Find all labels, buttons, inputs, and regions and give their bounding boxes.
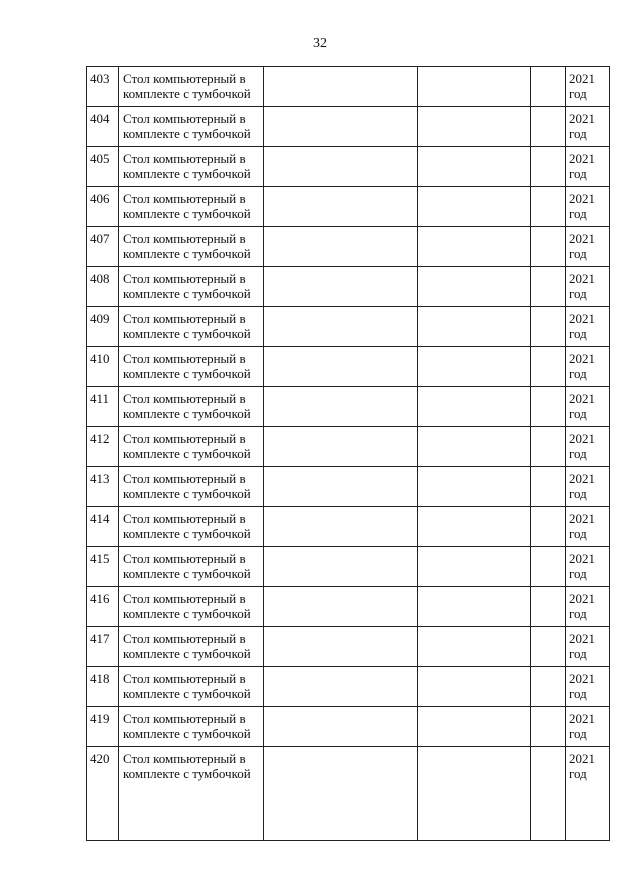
empty-cell: [264, 227, 418, 267]
item-name-line-2: комплекте с тумбочкой: [123, 406, 251, 421]
year-unit: год: [569, 526, 587, 541]
year-cell: [566, 587, 610, 627]
empty-cell: [531, 307, 566, 347]
table-row: [87, 227, 610, 267]
row-number-cell: [87, 267, 119, 307]
item-name-cell: [119, 507, 264, 547]
empty-cell: [531, 147, 566, 187]
empty-cell: [418, 707, 531, 747]
year-unit: год: [569, 206, 587, 221]
year-value: 2021: [569, 631, 595, 646]
item-name-line-1: Стол компьютерный в: [123, 471, 246, 486]
empty-cell: [418, 747, 531, 841]
table-row: [87, 547, 610, 587]
year-unit: год: [569, 366, 587, 381]
table-row: [87, 387, 610, 427]
row-number-cell: [87, 187, 119, 227]
year-cell: [566, 467, 610, 507]
inventory-table-body: [87, 67, 610, 841]
row-number-cell: [87, 707, 119, 747]
item-name-line-2: комплекте с тумбочкой: [123, 646, 251, 661]
year-value: 2021: [569, 551, 595, 566]
year-value: 2021: [569, 271, 595, 286]
year-cell: [566, 627, 610, 667]
item-name-line-1: Стол компьютерный в: [123, 111, 246, 126]
year-unit: год: [569, 246, 587, 261]
row-number: 420: [90, 751, 110, 766]
empty-cell: [264, 307, 418, 347]
item-name-line-2: комплекте с тумбочкой: [123, 726, 251, 741]
item-name-line-1: Стол компьютерный в: [123, 511, 246, 526]
empty-cell: [264, 347, 418, 387]
item-name-line-1: Стол компьютерный в: [123, 391, 246, 406]
empty-cell: [264, 627, 418, 667]
item-name-cell: [119, 747, 264, 841]
row-number-cell: [87, 147, 119, 187]
item-name-line-2: комплекте с тумбочкой: [123, 766, 251, 781]
empty-cell: [531, 427, 566, 467]
row-number: 408: [90, 271, 110, 286]
table-row: [87, 507, 610, 547]
row-number: 409: [90, 311, 110, 326]
empty-cell: [531, 747, 566, 841]
row-number: 403: [90, 71, 110, 86]
item-name-cell: [119, 387, 264, 427]
year-value: 2021: [569, 471, 595, 486]
empty-cell: [418, 467, 531, 507]
empty-cell: [418, 587, 531, 627]
item-name-line-2: комплекте с тумбочкой: [123, 526, 251, 541]
table-row: [87, 467, 610, 507]
item-name-line-1: Стол компьютерный в: [123, 631, 246, 646]
item-name-line-2: комплекте с тумбочкой: [123, 606, 251, 621]
empty-cell: [264, 147, 418, 187]
table-row: [87, 147, 610, 187]
table-row: [87, 107, 610, 147]
year-unit: год: [569, 286, 587, 301]
empty-cell: [418, 547, 531, 587]
year-cell: [566, 427, 610, 467]
empty-cell: [264, 747, 418, 841]
item-name-line-1: Стол компьютерный в: [123, 71, 246, 86]
item-name-cell: [119, 67, 264, 107]
empty-cell: [531, 187, 566, 227]
empty-cell: [418, 307, 531, 347]
item-name-line-1: Стол компьютерный в: [123, 711, 246, 726]
row-number: 415: [90, 551, 110, 566]
empty-cell: [418, 347, 531, 387]
row-number-cell: [87, 347, 119, 387]
year-cell: [566, 227, 610, 267]
year-cell: [566, 107, 610, 147]
empty-cell: [531, 347, 566, 387]
empty-cell: [264, 587, 418, 627]
year-unit: год: [569, 486, 587, 501]
year-value: 2021: [569, 511, 595, 526]
row-number-cell: [87, 507, 119, 547]
year-value: 2021: [569, 111, 595, 126]
item-name-line-2: комплекте с тумбочкой: [123, 686, 251, 701]
item-name-cell: [119, 667, 264, 707]
row-number-cell: [87, 667, 119, 707]
row-number-cell: [87, 427, 119, 467]
empty-cell: [264, 67, 418, 107]
year-cell: [566, 507, 610, 547]
item-name-cell: [119, 347, 264, 387]
row-number: 417: [90, 631, 110, 646]
row-number: 414: [90, 511, 110, 526]
year-value: 2021: [569, 151, 595, 166]
year-cell: [566, 307, 610, 347]
row-number: 411: [90, 391, 110, 406]
row-number: 412: [90, 431, 110, 446]
year-unit: год: [569, 646, 587, 661]
year-cell: [566, 267, 610, 307]
empty-cell: [531, 67, 566, 107]
item-name-line-2: комплекте с тумбочкой: [123, 366, 251, 381]
empty-cell: [531, 267, 566, 307]
year-unit: год: [569, 766, 587, 781]
empty-cell: [418, 227, 531, 267]
row-number-cell: [87, 67, 119, 107]
empty-cell: [531, 707, 566, 747]
year-unit: год: [569, 86, 587, 101]
year-unit: год: [569, 446, 587, 461]
row-number-cell: [87, 747, 119, 841]
table-row: [87, 347, 610, 387]
empty-cell: [264, 467, 418, 507]
row-number: 419: [90, 711, 110, 726]
empty-cell: [418, 67, 531, 107]
year-value: 2021: [569, 391, 595, 406]
item-name-line-2: комплекте с тумбочкой: [123, 166, 251, 181]
item-name-line-2: комплекте с тумбочкой: [123, 326, 251, 341]
item-name-line-1: Стол компьютерный в: [123, 231, 246, 246]
empty-cell: [418, 387, 531, 427]
empty-cell: [264, 427, 418, 467]
empty-cell: [264, 547, 418, 587]
item-name-cell: [119, 547, 264, 587]
item-name-line-1: Стол компьютерный в: [123, 671, 246, 686]
table-row: [87, 587, 610, 627]
item-name-cell: [119, 187, 264, 227]
item-name-line-1: Стол компьютерный в: [123, 311, 246, 326]
row-number: 418: [90, 671, 110, 686]
empty-cell: [531, 507, 566, 547]
table-row: [87, 667, 610, 707]
item-name-line-2: комплекте с тумбочкой: [123, 86, 251, 101]
item-name-line-2: комплекте с тумбочкой: [123, 446, 251, 461]
table-row: [87, 267, 610, 307]
item-name-cell: [119, 107, 264, 147]
table-row: [87, 747, 610, 841]
row-number-cell: [87, 627, 119, 667]
row-number-cell: [87, 307, 119, 347]
year-unit: год: [569, 606, 587, 621]
item-name-cell: [119, 307, 264, 347]
empty-cell: [264, 107, 418, 147]
inventory-table: [86, 66, 610, 841]
item-name-line-2: комплекте с тумбочкой: [123, 566, 251, 581]
item-name-line-2: комплекте с тумбочкой: [123, 286, 251, 301]
item-name-cell: [119, 627, 264, 667]
empty-cell: [531, 227, 566, 267]
row-number: 407: [90, 231, 110, 246]
row-number-cell: [87, 467, 119, 507]
item-name-line-2: комплекте с тумбочкой: [123, 206, 251, 221]
table-row: [87, 427, 610, 467]
table-row: [87, 187, 610, 227]
item-name-cell: [119, 707, 264, 747]
empty-cell: [264, 387, 418, 427]
empty-cell: [418, 267, 531, 307]
year-unit: год: [569, 326, 587, 341]
empty-cell: [531, 107, 566, 147]
year-unit: год: [569, 406, 587, 421]
year-unit: год: [569, 566, 587, 581]
item-name-cell: [119, 467, 264, 507]
table-row: [87, 627, 610, 667]
item-name-line-1: Стол компьютерный в: [123, 151, 246, 166]
empty-cell: [531, 467, 566, 507]
row-number-cell: [87, 387, 119, 427]
item-name-cell: [119, 147, 264, 187]
page-number: 32: [313, 36, 327, 51]
year-value: 2021: [569, 431, 595, 446]
item-name-line-1: Стол компьютерный в: [123, 191, 246, 206]
item-name-cell: [119, 587, 264, 627]
empty-cell: [264, 667, 418, 707]
row-number-cell: [87, 107, 119, 147]
empty-cell: [531, 667, 566, 707]
year-cell: [566, 667, 610, 707]
row-number: 406: [90, 191, 110, 206]
empty-cell: [264, 267, 418, 307]
empty-cell: [531, 547, 566, 587]
year-cell: [566, 347, 610, 387]
item-name-line-2: комплекте с тумбочкой: [123, 486, 251, 501]
year-unit: год: [569, 726, 587, 741]
item-name-cell: [119, 227, 264, 267]
item-name-line-1: Стол компьютерный в: [123, 591, 246, 606]
year-cell: [566, 187, 610, 227]
item-name-line-2: комплекте с тумбочкой: [123, 246, 251, 261]
empty-cell: [264, 707, 418, 747]
year-value: 2021: [569, 231, 595, 246]
year-value: 2021: [569, 71, 595, 86]
item-name-line-1: Стол компьютерный в: [123, 551, 246, 566]
item-name-line-1: Стол компьютерный в: [123, 271, 246, 286]
empty-cell: [418, 107, 531, 147]
year-unit: год: [569, 686, 587, 701]
empty-cell: [531, 387, 566, 427]
year-cell: [566, 707, 610, 747]
year-unit: год: [569, 166, 587, 181]
row-number: 405: [90, 151, 110, 166]
row-number: 416: [90, 591, 110, 606]
item-name-cell: [119, 267, 264, 307]
year-value: 2021: [569, 351, 595, 366]
item-name-line-1: Стол компьютерный в: [123, 351, 246, 366]
empty-cell: [418, 427, 531, 467]
year-cell: [566, 147, 610, 187]
row-number: 404: [90, 111, 110, 126]
table-row: [87, 707, 610, 747]
row-number-cell: [87, 587, 119, 627]
year-unit: год: [569, 126, 587, 141]
empty-cell: [264, 507, 418, 547]
empty-cell: [418, 187, 531, 227]
empty-cell: [531, 627, 566, 667]
table-row: [87, 67, 610, 107]
year-value: 2021: [569, 311, 595, 326]
year-value: 2021: [569, 751, 595, 766]
year-cell: [566, 747, 610, 841]
year-value: 2021: [569, 711, 595, 726]
item-name-line-2: комплекте с тумбочкой: [123, 126, 251, 141]
item-name-line-1: Стол компьютерный в: [123, 431, 246, 446]
empty-cell: [531, 587, 566, 627]
row-number: 413: [90, 471, 110, 486]
year-cell: [566, 547, 610, 587]
empty-cell: [418, 627, 531, 667]
empty-cell: [418, 507, 531, 547]
empty-cell: [264, 187, 418, 227]
item-name-line-1: Стол компьютерный в: [123, 751, 246, 766]
table-row: [87, 307, 610, 347]
empty-cell: [418, 667, 531, 707]
row-number: 410: [90, 351, 110, 366]
row-number-cell: [87, 227, 119, 267]
empty-cell: [418, 147, 531, 187]
year-value: 2021: [569, 591, 595, 606]
year-cell: [566, 67, 610, 107]
year-value: 2021: [569, 191, 595, 206]
item-name-cell: [119, 427, 264, 467]
row-number-cell: [87, 547, 119, 587]
year-cell: [566, 387, 610, 427]
year-value: 2021: [569, 671, 595, 686]
